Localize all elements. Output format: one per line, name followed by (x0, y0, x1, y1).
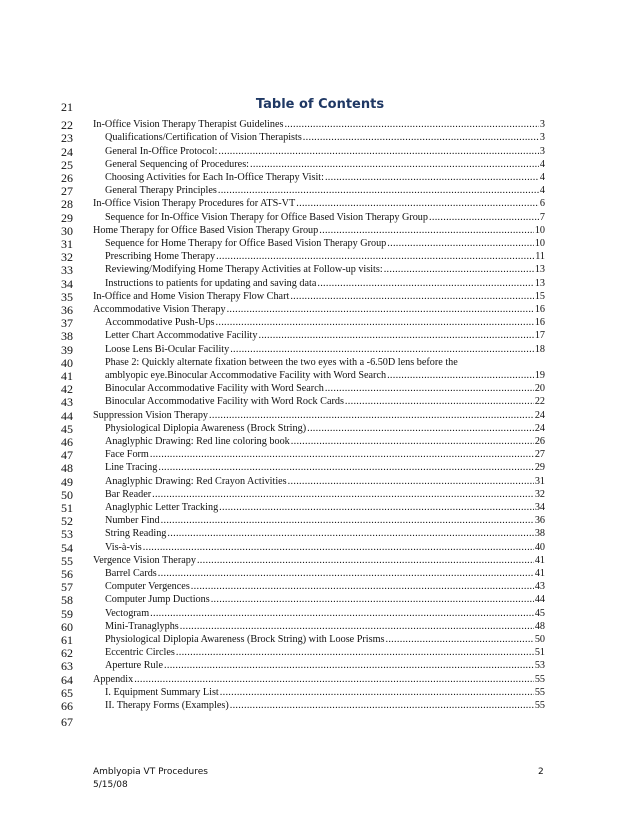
toc-entry-title: I. Equipment Summary List (105, 687, 219, 698)
toc-entry[interactable] (93, 197, 545, 210)
toc-entry[interactable] (105, 171, 545, 184)
toc-entry-page: 29 (534, 462, 545, 473)
toc-entry[interactable] (93, 554, 545, 567)
toc-entry[interactable] (105, 395, 545, 408)
toc-entry-page: 45 (534, 608, 545, 619)
leader-dots (150, 448, 534, 461)
leader-dots (216, 316, 534, 329)
leader-dots (143, 541, 534, 554)
leader-dots (218, 145, 539, 158)
leader-dots (345, 395, 534, 408)
line-number: 38 (61, 329, 73, 343)
toc-entry-title: Binocular Accommodative Facility with Word Search (105, 383, 324, 394)
line-number: 23 (61, 131, 73, 145)
leader-dots (191, 580, 534, 593)
toc-entry-page: 13 (534, 278, 545, 289)
toc-entry[interactable] (105, 488, 545, 501)
line-number: 39 (61, 343, 73, 357)
line-number: 42 (61, 382, 73, 396)
toc-entry[interactable] (105, 448, 545, 461)
leader-dots (152, 488, 534, 501)
toc-entry-page: 18 (534, 344, 545, 355)
leader-dots (219, 501, 534, 514)
toc-entry[interactable] (105, 659, 545, 672)
toc-entry-title: Letter Chart Accommodative Facility (105, 330, 258, 341)
leader-dots (216, 250, 534, 263)
line-number: 47 (61, 448, 73, 462)
leader-dots (197, 554, 534, 567)
toc-title: Table of Contents (255, 97, 385, 112)
toc-entry[interactable] (105, 514, 545, 527)
line-number: 34 (61, 277, 73, 291)
line-number: 43 (61, 395, 73, 409)
leader-dots (258, 329, 533, 342)
line-number: 28 (61, 197, 73, 211)
line-number: 31 (61, 237, 73, 251)
toc-entry-page: 17 (534, 330, 545, 341)
toc-entry-title: In-Office and Home Vision Therapy Flow Chart (93, 291, 290, 302)
toc-entry-title: String Reading (105, 528, 167, 539)
toc-entry[interactable] (93, 303, 545, 316)
toc-entry-title: Computer Jump Ductions (105, 594, 210, 605)
toc-entry-page: 19 (534, 370, 545, 381)
leader-dots (220, 686, 534, 699)
toc-entry-page: 15 (534, 291, 545, 302)
toc-entry-title: Choosing Activities for Each In-Office Therapy Visit: (105, 172, 324, 183)
toc-entry-page: 26 (534, 436, 545, 447)
leader-dots (164, 659, 534, 672)
line-number: 54 (61, 541, 73, 555)
leader-dots (387, 237, 534, 250)
toc-entry-page: 40 (534, 542, 545, 553)
leader-dots (158, 461, 533, 474)
toc-entry[interactable] (105, 580, 545, 593)
leader-dots (211, 593, 534, 606)
toc-entry[interactable] (105, 699, 545, 712)
line-number: 40 (61, 356, 73, 370)
toc-entry[interactable] (105, 263, 545, 276)
toc-entry-page: 24 (534, 423, 545, 434)
toc-entry[interactable] (105, 567, 545, 580)
toc-entry-title: Physiological Diplopia Awareness (Brock String) with Loose Prisms (105, 634, 385, 645)
toc-entry-page: 36 (534, 515, 545, 526)
toc-entry[interactable] (93, 118, 545, 131)
toc-entry-title: Anaglyphic Letter Tracking (105, 502, 219, 513)
toc-entry[interactable] (105, 277, 545, 290)
leader-dots (167, 527, 533, 540)
leader-dots (385, 633, 533, 646)
toc-entry-page: 32 (534, 489, 545, 500)
leader-dots (230, 699, 534, 712)
leader-dots (218, 184, 539, 197)
toc-entry-title: Anaglyphic Drawing: Red Crayon Activities (105, 476, 287, 487)
toc-entry[interactable] (105, 316, 545, 329)
toc-entry[interactable] (93, 290, 545, 303)
toc-entry-page: 6 (539, 198, 545, 209)
toc-entry-title: II. Therapy Forms (Examples) (105, 700, 229, 711)
leader-dots (250, 158, 539, 171)
footer-page-number: 2 (538, 767, 544, 777)
toc-entry-title: General Sequencing of Procedures: (105, 159, 249, 170)
toc-entry-page: 38 (534, 528, 545, 539)
line-number: 29 (61, 211, 73, 225)
line-number: 35 (61, 290, 73, 304)
toc-entry-title: Physiological Diplopia Awareness (Brock String) (105, 423, 307, 434)
toc-entry-page: 41 (534, 568, 545, 579)
line-number: 46 (61, 435, 73, 449)
toc-entry-page: 10 (534, 238, 545, 249)
toc-entry[interactable] (105, 329, 545, 342)
line-number: 55 (61, 554, 73, 568)
toc-entry-title[interactable]: Phase 2: Quickly alternate fixation between the two eyes with a -6.50D lens before the (105, 357, 458, 368)
toc-entry-page: 13 (534, 264, 545, 275)
toc-entry[interactable] (105, 237, 545, 250)
toc-entry[interactable] (105, 343, 545, 356)
toc-entry-page: 31 (534, 476, 545, 487)
leader-dots (134, 673, 534, 686)
toc-entry-title: In-Office Vision Therapy Therapist Guidelines (93, 119, 284, 130)
toc-entry-title: Qualifications/Certification of Vision Therapists (105, 132, 302, 143)
line-number: 30 (61, 224, 73, 238)
toc-entry-page: 4 (539, 159, 545, 170)
toc-entry[interactable] (105, 422, 545, 435)
toc-entry[interactable] (105, 475, 545, 488)
toc-entry[interactable] (105, 593, 545, 606)
toc-entry-page: 7 (539, 212, 545, 223)
leader-dots (317, 277, 533, 290)
leader-dots (387, 369, 534, 382)
toc-entry-title: Appendix (93, 674, 134, 685)
line-number: 33 (61, 263, 73, 277)
toc-entry-page: 27 (534, 449, 545, 460)
leader-dots (303, 131, 539, 144)
toc-entry-page: 34 (534, 502, 545, 513)
toc-entry-title: Barrel Cards (105, 568, 157, 579)
toc-entry-title: Sequence for Home Therapy for Office Based Vision Therapy Group (105, 238, 387, 249)
toc-entry[interactable] (105, 607, 545, 620)
toc-entry-title: amblyopic eye.Binocular Accommodative Facility with Word Search (105, 370, 387, 381)
toc-entry-page: 3 (539, 132, 545, 143)
toc-entry-title: Anaglyphic Drawing: Red line coloring book (105, 436, 290, 447)
leader-dots (209, 409, 534, 422)
leader-dots (307, 422, 534, 435)
line-number: 22 (61, 118, 73, 132)
line-number: 66 (61, 699, 73, 713)
toc-entry-page: 3 (539, 119, 545, 130)
toc-entry[interactable] (105, 686, 545, 699)
toc-entry[interactable] (105, 527, 545, 540)
line-number: 26 (61, 171, 73, 185)
line-number: 48 (61, 461, 73, 475)
toc-entry-page: 55 (534, 674, 545, 685)
footer-doc-title: Amblyopia VT Procedures (93, 767, 208, 777)
line-number: 50 (61, 488, 73, 502)
toc-entry-title: Vis-à-vis (105, 542, 142, 553)
toc-entry-title: Number Find (105, 515, 160, 526)
leader-dots (161, 514, 534, 527)
toc-entry[interactable] (105, 131, 545, 144)
toc-entry[interactable] (105, 541, 545, 554)
toc-entry[interactable] (105, 250, 545, 263)
line-number: 25 (61, 158, 73, 172)
toc-entry-page: 16 (534, 304, 545, 315)
toc-entry[interactable] (93, 224, 545, 237)
toc-entry-page: 51 (534, 647, 545, 658)
toc-entry[interactable] (105, 369, 545, 382)
toc-entry[interactable] (105, 184, 545, 197)
leader-dots (180, 620, 534, 633)
toc-entry[interactable] (105, 501, 545, 514)
toc-entry[interactable] (105, 145, 545, 158)
toc-entry-page: 48 (534, 621, 545, 632)
leader-dots (227, 303, 534, 316)
line-number: 45 (61, 422, 73, 436)
line-number: 67 (61, 715, 73, 729)
line-number: 32 (61, 250, 73, 264)
toc-entry-title: Vergence Vision Therapy (93, 555, 196, 566)
toc-entry-title: Line Tracing (105, 462, 158, 473)
line-number: 57 (61, 580, 73, 594)
line-number: 62 (61, 646, 73, 660)
toc-entry[interactable] (105, 646, 545, 659)
toc-entry[interactable] (105, 461, 545, 474)
leader-dots (291, 435, 534, 448)
leader-dots (230, 343, 534, 356)
line-number: 37 (61, 316, 73, 330)
toc-entry[interactable] (93, 409, 545, 422)
line-number: 36 (61, 303, 73, 317)
leader-dots (288, 475, 534, 488)
line-number: 41 (61, 369, 73, 383)
toc-entry-title: Bar Reader (105, 489, 152, 500)
toc-entry-title: General In-Office Protocol: (105, 146, 218, 157)
toc-entry-title: General Therapy Principles (105, 185, 217, 196)
leader-dots (296, 197, 539, 210)
toc-entry-title: Binocular Accommodative Facility with Word Rock Cards (105, 396, 344, 407)
toc-entry-title: Loose Lens Bi-Ocular Facility (105, 344, 230, 355)
line-number: 60 (61, 620, 73, 634)
toc-entry-page: 4 (539, 185, 545, 196)
toc-entry-title: Face Form (105, 449, 149, 460)
toc-entry-page: 55 (534, 700, 545, 711)
leader-dots (284, 118, 538, 131)
leader-dots (319, 224, 534, 237)
line-number: 49 (61, 475, 73, 489)
toc-entry-page: 10 (534, 225, 545, 236)
line-number: 65 (61, 686, 73, 700)
toc-entry-page: 16 (534, 317, 545, 328)
toc-entry-title: Suppression Vision Therapy (93, 410, 209, 421)
toc-entry-title: Reviewing/Modifying Home Therapy Activities at Follow-up visits: (105, 264, 383, 275)
toc-entry[interactable] (93, 673, 545, 686)
toc-entry-page: 22 (534, 396, 545, 407)
leader-dots (290, 290, 534, 303)
toc-entry[interactable] (105, 211, 545, 224)
toc-entry-title: Prescribing Home Therapy (105, 251, 216, 262)
leader-dots (429, 211, 539, 224)
line-number: 58 (61, 593, 73, 607)
line-number: 59 (61, 607, 73, 621)
line-number: 52 (61, 514, 73, 528)
toc-entry[interactable] (105, 633, 545, 646)
line-number: 24 (61, 145, 73, 159)
line-number: 21 (61, 100, 73, 114)
toc-entry-title: Aperture Rule (105, 660, 163, 671)
toc-entry-title: Computer Vergences (105, 581, 190, 592)
line-number: 63 (61, 659, 73, 673)
toc-entry[interactable] (105, 158, 545, 171)
toc-entry-title: Eccentric Circles (105, 647, 175, 658)
toc-entry-title: Sequence for In-Office Vision Therapy for Office Based Vision Therapy Group (105, 212, 428, 223)
line-number: 51 (61, 501, 73, 515)
toc-entry-page: 44 (534, 594, 545, 605)
line-number: 56 (61, 567, 73, 581)
toc-entry-page: 4 (539, 172, 545, 183)
toc-entry-page: 24 (534, 410, 545, 421)
leader-dots (158, 567, 534, 580)
toc-entry-page: 3 (539, 146, 545, 157)
toc-entry-page: 55 (534, 687, 545, 698)
toc-entry-title: Mini-Tranaglyphs (105, 621, 179, 632)
toc-entry-title: Accommodative Push-Ups (105, 317, 215, 328)
toc-entry-title: Home Therapy for Office Based Vision Therapy Group (93, 225, 319, 236)
line-number: 44 (61, 409, 73, 423)
toc-entry[interactable] (105, 620, 545, 633)
line-number: 53 (61, 527, 73, 541)
toc-entry-title: Vectogram (105, 608, 150, 619)
footer-date: 5/15/08 (93, 780, 128, 790)
toc-entry-title: Accommodative Vision Therapy (93, 304, 226, 315)
leader-dots (150, 607, 534, 620)
toc-entry-page: 50 (534, 634, 545, 645)
toc-entry-title: Instructions to patients for updating and saving data (105, 278, 317, 289)
line-number: 64 (61, 673, 73, 687)
leader-dots (176, 646, 534, 659)
line-number: 61 (61, 633, 73, 647)
toc-entry-page: 11 (535, 251, 545, 262)
toc-entry-page: 41 (534, 555, 545, 566)
line-number: 27 (61, 184, 73, 198)
leader-dots (325, 382, 534, 395)
toc-entry-page: 53 (534, 660, 545, 671)
toc-entry-page: 20 (534, 383, 545, 394)
toc-entry[interactable] (105, 435, 545, 448)
leader-dots (384, 263, 534, 276)
toc-entry-page: 43 (534, 581, 545, 592)
toc-entry-title: In-Office Vision Therapy Procedures for ATS-VT (93, 198, 296, 209)
toc-entry[interactable] (105, 382, 545, 395)
leader-dots (325, 171, 539, 184)
